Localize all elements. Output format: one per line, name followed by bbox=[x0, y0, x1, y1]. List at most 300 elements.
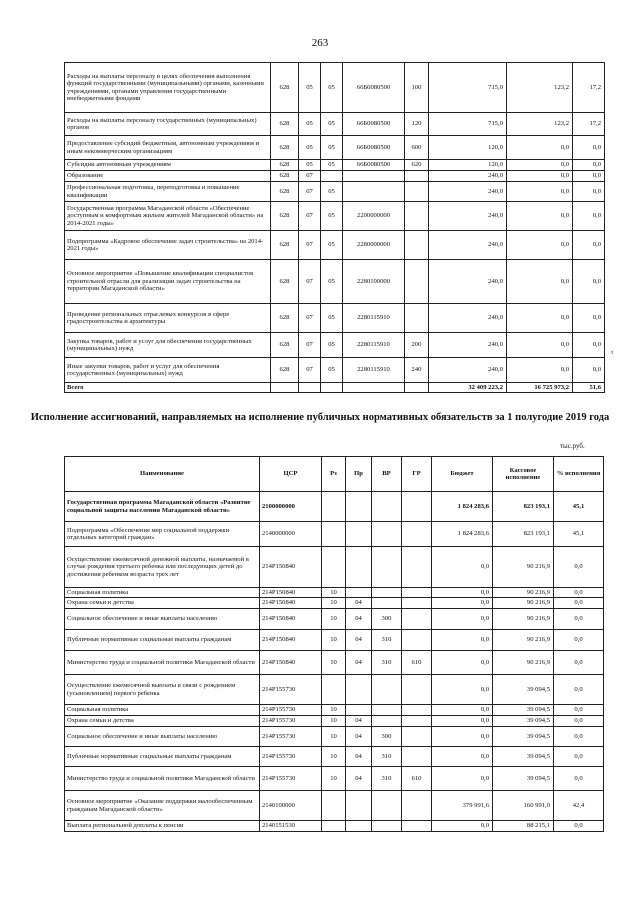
empty-cell bbox=[343, 383, 405, 393]
cell-pr: 04 bbox=[346, 609, 372, 630]
cell-fact: 0,0 bbox=[507, 136, 573, 160]
cell-pct: 0,0 bbox=[554, 630, 604, 651]
cell-gr bbox=[402, 747, 432, 767]
cell-name: Охрана семьи и детства bbox=[65, 716, 260, 727]
cell-vr bbox=[405, 171, 429, 182]
cell-name: Осуществление ежемесячной выплаты в связи с рождением (усыновлением) первого ребенка bbox=[65, 675, 260, 705]
cell-name: Расходы на выплаты персоналу в целях обеспечения выполнения функций государственными (муниципальными) органами, казенными учреждениями, органами управления государственными внебюджетными фондами bbox=[65, 63, 271, 113]
cell-vr: 100 bbox=[405, 63, 429, 113]
header-budget: Бюджет bbox=[432, 457, 493, 492]
cell-vr bbox=[405, 260, 429, 304]
cell-pr: 05 bbox=[321, 231, 343, 260]
cell-name: Образование bbox=[65, 171, 271, 182]
cell-csr: 214Р150840 bbox=[260, 651, 322, 675]
cell-rz: 07 bbox=[299, 231, 321, 260]
cell-gr bbox=[402, 630, 432, 651]
cell-fact: 0,0 bbox=[507, 231, 573, 260]
cell-pct: 0,0 bbox=[554, 598, 604, 609]
cell-vr: 120 bbox=[405, 113, 429, 136]
cell-name: Социальная политика bbox=[65, 705, 260, 716]
cell-vr bbox=[372, 675, 402, 705]
cell-csr: 2280100000 bbox=[343, 260, 405, 304]
cell-csr: 2140100000 bbox=[260, 791, 322, 821]
cell-vr: 310 bbox=[372, 767, 402, 791]
table-row bbox=[65, 727, 604, 747]
cell-gr bbox=[402, 705, 432, 716]
cell-rz bbox=[322, 522, 346, 547]
cell-rz: 07 bbox=[299, 304, 321, 333]
cell-pr: 04 bbox=[346, 727, 372, 747]
cell-csr: 66Б0080500 bbox=[343, 136, 405, 160]
cell-pct: 0,0 bbox=[573, 202, 605, 231]
cell-budget: 0,0 bbox=[432, 705, 493, 716]
cell-gr bbox=[402, 727, 432, 747]
cell-fact: 123,2 bbox=[507, 63, 573, 113]
cell-gr bbox=[402, 588, 432, 598]
cell-pr: 05 bbox=[321, 333, 343, 358]
cell-rz: 05 bbox=[299, 160, 321, 171]
cell-pct: 0,0 bbox=[554, 727, 604, 747]
cell-pct: 0,0 bbox=[554, 716, 604, 727]
cell-pct: 45,1 bbox=[554, 492, 604, 522]
cell-fact: 0,0 bbox=[507, 333, 573, 358]
header-pr: Пр bbox=[346, 457, 372, 492]
total-pct: 51,6 bbox=[573, 383, 605, 393]
cell-rz: 10 bbox=[322, 630, 346, 651]
cell-vr bbox=[372, 492, 402, 522]
cell-fact: 0,0 bbox=[507, 260, 573, 304]
cell-name: Субсидии автономным учреждениям bbox=[65, 160, 271, 171]
cell-name: Охрана семьи и детства bbox=[65, 598, 260, 609]
cell-rz: 10 bbox=[322, 609, 346, 630]
cell-fact: 0,0 bbox=[507, 182, 573, 202]
cell-plan: 240,0 bbox=[429, 260, 507, 304]
cell-name: Проведение региональных отраслевых конкурсов в сфере градостроительства и архитектуры bbox=[65, 304, 271, 333]
total-row bbox=[65, 383, 605, 393]
cell-vr bbox=[405, 231, 429, 260]
cell-plan: 120,0 bbox=[429, 160, 507, 171]
cell-budget: 0,0 bbox=[432, 821, 493, 832]
empty-cell bbox=[405, 383, 429, 393]
cell-pct: 0,0 bbox=[554, 675, 604, 705]
cell-gr bbox=[402, 675, 432, 705]
cell-vr bbox=[372, 547, 402, 588]
cell-pct: 17,2 bbox=[573, 113, 605, 136]
cell-name: Расходы на выплаты персоналу государственных (муниципальных) органов bbox=[65, 113, 271, 136]
cell-pct: 0,0 bbox=[554, 821, 604, 832]
cell-pr: 05 bbox=[321, 304, 343, 333]
cell-gr: 610 bbox=[402, 767, 432, 791]
cell-gr: 610 bbox=[402, 651, 432, 675]
cell-plan: 240,0 bbox=[429, 304, 507, 333]
cell-rz: 10 bbox=[322, 588, 346, 598]
cell-name: Министерство труда и социальной политики Магаданской области bbox=[65, 767, 260, 791]
table-row bbox=[65, 231, 605, 260]
cell-grbs: 628 bbox=[271, 202, 299, 231]
cell-grbs: 628 bbox=[271, 171, 299, 182]
cell-pct: 42,4 bbox=[554, 791, 604, 821]
cell-fact: 0,0 bbox=[507, 358, 573, 383]
cell-vr: 620 bbox=[405, 160, 429, 171]
cell-name: Предоставление субсидий бюджетным, автономным учреждениям и иным некоммерческим организациям bbox=[65, 136, 271, 160]
table-row bbox=[65, 492, 604, 522]
table-row bbox=[65, 136, 605, 160]
cell-pct: 0,0 bbox=[573, 358, 605, 383]
cell-plan: 240,0 bbox=[429, 358, 507, 383]
cell-vr: 300 bbox=[372, 727, 402, 747]
cell-pr: 04 bbox=[346, 747, 372, 767]
cell-pr: 05 bbox=[321, 260, 343, 304]
cell-csr: 214Р150840 bbox=[260, 630, 322, 651]
cell-csr: 214Р155730 bbox=[260, 767, 322, 791]
table-row bbox=[65, 522, 604, 547]
table-row bbox=[65, 609, 604, 630]
cell-budget: 379 991,6 bbox=[432, 791, 493, 821]
cell-kassa: 39 094,5 bbox=[493, 767, 554, 791]
header-csr: ЦСР bbox=[260, 457, 322, 492]
cell-pr bbox=[321, 171, 343, 182]
cell-csr bbox=[343, 182, 405, 202]
cell-budget: 0,0 bbox=[432, 767, 493, 791]
cell-budget: 0,0 bbox=[432, 588, 493, 598]
cell-fact: 0,0 bbox=[507, 202, 573, 231]
cell-pr bbox=[346, 791, 372, 821]
cell-csr: 214Р150840 bbox=[260, 588, 322, 598]
section-title: Исполнение ассигнований, направляемых на исполнение публичных нормативных обязательств за 1 полугодие 2019 года bbox=[30, 412, 610, 423]
cell-pr: 05 bbox=[321, 160, 343, 171]
cell-pct: 0,0 bbox=[554, 588, 604, 598]
total-fact: 16 725 973,2 bbox=[507, 383, 573, 393]
cell-csr: 2140151530 bbox=[260, 821, 322, 832]
cell-name: Подпрограмма «Обеспечение мер социальной поддержки отдельных категорий граждан» bbox=[65, 522, 260, 547]
cell-vr: 310 bbox=[372, 747, 402, 767]
margin-mark: t bbox=[611, 350, 613, 356]
cell-rz: 10 bbox=[322, 747, 346, 767]
table-row bbox=[65, 547, 604, 588]
cell-plan: 120,0 bbox=[429, 136, 507, 160]
header-rz: Рз bbox=[322, 457, 346, 492]
cell-fact: 0,0 bbox=[507, 171, 573, 182]
cell-kassa: 90 216,9 bbox=[493, 609, 554, 630]
empty-cell bbox=[299, 383, 321, 393]
cell-grbs: 628 bbox=[271, 333, 299, 358]
cell-rz bbox=[322, 821, 346, 832]
cell-plan: 715,0 bbox=[429, 113, 507, 136]
cell-kassa: 39 094,5 bbox=[493, 675, 554, 705]
table-row bbox=[65, 63, 605, 113]
cell-pct: 45,1 bbox=[554, 522, 604, 547]
cell-csr: 66Б0080500 bbox=[343, 63, 405, 113]
cell-csr: 214Р155730 bbox=[260, 675, 322, 705]
table-row bbox=[65, 182, 605, 202]
cell-vr bbox=[372, 598, 402, 609]
cell-pct: 0,0 bbox=[573, 182, 605, 202]
cell-rz bbox=[322, 547, 346, 588]
cell-gr bbox=[402, 609, 432, 630]
cell-csr: 2280115910 bbox=[343, 358, 405, 383]
cell-kassa: 90 216,9 bbox=[493, 588, 554, 598]
cell-csr: 2280115910 bbox=[343, 333, 405, 358]
cell-vr bbox=[372, 588, 402, 598]
table-row bbox=[65, 630, 604, 651]
cell-budget: 0,0 bbox=[432, 609, 493, 630]
table-row bbox=[65, 821, 604, 832]
cell-kassa: 39 094,5 bbox=[493, 747, 554, 767]
cell-rz bbox=[322, 492, 346, 522]
cell-csr: 66Б0080500 bbox=[343, 113, 405, 136]
cell-kassa: 39 094,5 bbox=[493, 705, 554, 716]
cell-pct: 0,0 bbox=[554, 747, 604, 767]
table-row bbox=[65, 716, 604, 727]
empty-cell bbox=[271, 383, 299, 393]
cell-vr: 600 bbox=[405, 136, 429, 160]
cell-grbs: 628 bbox=[271, 136, 299, 160]
cell-vr bbox=[405, 202, 429, 231]
cell-rz bbox=[322, 675, 346, 705]
cell-budget: 1 824 283,6 bbox=[432, 522, 493, 547]
cell-pct: 0,0 bbox=[573, 136, 605, 160]
cell-csr: 214Р150840 bbox=[260, 547, 322, 588]
cell-budget: 0,0 bbox=[432, 547, 493, 588]
cell-plan: 240,0 bbox=[429, 333, 507, 358]
cell-pct: 0,0 bbox=[554, 547, 604, 588]
cell-gr bbox=[402, 716, 432, 727]
cell-grbs: 628 bbox=[271, 304, 299, 333]
cell-pr: 04 bbox=[346, 598, 372, 609]
cell-kassa: 90 216,9 bbox=[493, 630, 554, 651]
cell-csr: 2100000000 bbox=[260, 492, 322, 522]
cell-pr: 04 bbox=[346, 651, 372, 675]
header-gr: ГР bbox=[402, 457, 432, 492]
cell-pr bbox=[346, 705, 372, 716]
cell-vr bbox=[405, 182, 429, 202]
cell-rz: 07 bbox=[299, 358, 321, 383]
cell-csr: 214Р155730 bbox=[260, 747, 322, 767]
cell-kassa: 823 193,1 bbox=[493, 522, 554, 547]
cell-rz: 05 bbox=[299, 63, 321, 113]
cell-kassa: 823 193,1 bbox=[493, 492, 554, 522]
cell-pct: 17,2 bbox=[573, 63, 605, 113]
cell-csr: 2280000000 bbox=[343, 231, 405, 260]
header-kassa: Кассовое исполнение bbox=[493, 457, 554, 492]
cell-rz: 07 bbox=[299, 333, 321, 358]
cell-grbs: 628 bbox=[271, 358, 299, 383]
cell-name: Основное мероприятие «Повышение квалификации специалистов строительной отрасли для реализации задач строительства на территории Магаданской области» bbox=[65, 260, 271, 304]
cell-name: Иные закупки товаров, работ и услуг для обеспечения государственных (муниципальных) нужд bbox=[65, 358, 271, 383]
cell-pr: 05 bbox=[321, 63, 343, 113]
cell-pr bbox=[346, 522, 372, 547]
budget-table-continued bbox=[64, 62, 605, 393]
cell-rz: 07 bbox=[299, 202, 321, 231]
table-row bbox=[65, 160, 605, 171]
header-vr: ВР bbox=[372, 457, 402, 492]
table-row bbox=[65, 260, 605, 304]
table-row bbox=[65, 588, 604, 598]
cell-vr bbox=[372, 821, 402, 832]
cell-pr bbox=[346, 492, 372, 522]
cell-pr: 04 bbox=[346, 716, 372, 727]
cell-fact: 123,2 bbox=[507, 113, 573, 136]
table-header-row bbox=[65, 457, 604, 492]
table-row bbox=[65, 791, 604, 821]
cell-rz: 07 bbox=[299, 171, 321, 182]
cell-vr: 240 bbox=[405, 358, 429, 383]
cell-name: Профессиональная подготовка, переподготовка и повышение квалификации bbox=[65, 182, 271, 202]
cell-kassa: 160 991,0 bbox=[493, 791, 554, 821]
cell-kassa: 90 216,9 bbox=[493, 547, 554, 588]
cell-pct: 0,0 bbox=[554, 651, 604, 675]
cell-rz: 07 bbox=[299, 182, 321, 202]
table-row bbox=[65, 171, 605, 182]
cell-name: Публичные нормативные социальные выплаты гражданам bbox=[65, 747, 260, 767]
cell-name: Закупка товаров, работ и услуг для обеспечения государственных (муниципальных) нужд bbox=[65, 333, 271, 358]
cell-pct: 0,0 bbox=[554, 767, 604, 791]
cell-vr: 300 bbox=[372, 609, 402, 630]
cell-pct: 0,0 bbox=[573, 171, 605, 182]
table-row bbox=[65, 675, 604, 705]
cell-pct: 0,0 bbox=[573, 304, 605, 333]
cell-fact: 0,0 bbox=[507, 160, 573, 171]
table-row bbox=[65, 304, 605, 333]
cell-rz bbox=[322, 791, 346, 821]
cell-plan: 240,0 bbox=[429, 182, 507, 202]
table-row bbox=[65, 333, 605, 358]
cell-pct: 0,0 bbox=[573, 160, 605, 171]
cell-vr: 310 bbox=[372, 651, 402, 675]
cell-name: Социальная политика bbox=[65, 588, 260, 598]
cell-name: Выплата региональной доплаты к пенсии bbox=[65, 821, 260, 832]
cell-budget: 0,0 bbox=[432, 675, 493, 705]
cell-budget: 0,0 bbox=[432, 727, 493, 747]
cell-pct: 0,0 bbox=[573, 260, 605, 304]
cell-pr: 05 bbox=[321, 136, 343, 160]
cell-csr: 66Б0080500 bbox=[343, 160, 405, 171]
cell-csr: 214Р155730 bbox=[260, 705, 322, 716]
table-row bbox=[65, 747, 604, 767]
cell-vr bbox=[372, 705, 402, 716]
cell-grbs: 628 bbox=[271, 231, 299, 260]
cell-csr: 2280115910 bbox=[343, 304, 405, 333]
total-label: Всего bbox=[65, 383, 271, 393]
unit-label: тыс.руб. bbox=[560, 442, 585, 450]
cell-pr: 05 bbox=[321, 182, 343, 202]
table-row bbox=[65, 598, 604, 609]
cell-kassa: 88 215,1 bbox=[493, 821, 554, 832]
cell-pr bbox=[346, 675, 372, 705]
cell-csr: 214Р155730 bbox=[260, 716, 322, 727]
cell-pct: 0,0 bbox=[554, 609, 604, 630]
cell-name: Социальное обеспечение и иные выплаты населению bbox=[65, 727, 260, 747]
cell-csr: 214Р150840 bbox=[260, 609, 322, 630]
cell-vr: 200 bbox=[405, 333, 429, 358]
cell-pct: 0,0 bbox=[573, 231, 605, 260]
page-number: 263 bbox=[311, 37, 329, 49]
cell-rz: 10 bbox=[322, 598, 346, 609]
cell-pct: 0,0 bbox=[573, 333, 605, 358]
cell-rz: 10 bbox=[322, 651, 346, 675]
cell-gr bbox=[402, 492, 432, 522]
cell-grbs: 628 bbox=[271, 113, 299, 136]
cell-name: Социальное обеспечение и иные выплаты населению bbox=[65, 609, 260, 630]
cell-plan: 715,0 bbox=[429, 63, 507, 113]
cell-plan: 240,0 bbox=[429, 231, 507, 260]
cell-name: Государственная программа Магаданской области «Развитие социальной защиты населения Магаданской области» bbox=[65, 492, 260, 522]
cell-grbs: 628 bbox=[271, 182, 299, 202]
cell-csr bbox=[343, 171, 405, 182]
cell-vr bbox=[405, 304, 429, 333]
cell-pr: 05 bbox=[321, 113, 343, 136]
cell-budget: 0,0 bbox=[432, 630, 493, 651]
cell-kassa: 90 216,9 bbox=[493, 598, 554, 609]
header-pct: % исполнения bbox=[554, 457, 604, 492]
cell-rz: 05 bbox=[299, 136, 321, 160]
cell-vr bbox=[372, 716, 402, 727]
table-row bbox=[65, 651, 604, 675]
cell-plan: 240,0 bbox=[429, 202, 507, 231]
cell-pr: 05 bbox=[321, 202, 343, 231]
cell-pr: 04 bbox=[346, 630, 372, 651]
cell-gr bbox=[402, 821, 432, 832]
cell-pr bbox=[346, 588, 372, 598]
cell-vr bbox=[372, 791, 402, 821]
cell-kassa: 90 216,9 bbox=[493, 651, 554, 675]
cell-name: Министерство труда и социальной политики Магаданской области bbox=[65, 651, 260, 675]
cell-budget: 0,0 bbox=[432, 598, 493, 609]
cell-gr bbox=[402, 522, 432, 547]
cell-vr bbox=[372, 522, 402, 547]
cell-pr: 05 bbox=[321, 358, 343, 383]
cell-csr: 2140000000 bbox=[260, 522, 322, 547]
cell-rz: 10 bbox=[322, 705, 346, 716]
cell-csr: 2200000000 bbox=[343, 202, 405, 231]
table-row bbox=[65, 767, 604, 791]
cell-name: Публичные нормативные социальные выплаты гражданам bbox=[65, 630, 260, 651]
table-row bbox=[65, 705, 604, 716]
header-name: Наименование bbox=[65, 457, 260, 492]
cell-rz: 10 bbox=[322, 716, 346, 727]
cell-grbs: 628 bbox=[271, 63, 299, 113]
table-row bbox=[65, 202, 605, 231]
cell-gr bbox=[402, 598, 432, 609]
cell-pr bbox=[346, 821, 372, 832]
cell-csr: 214Р155730 bbox=[260, 727, 322, 747]
cell-kassa: 39 094,5 bbox=[493, 727, 554, 747]
public-obligations-table bbox=[64, 456, 604, 832]
cell-rz: 07 bbox=[299, 260, 321, 304]
cell-budget: 0,0 bbox=[432, 716, 493, 727]
cell-gr bbox=[402, 791, 432, 821]
cell-pct: 0,0 bbox=[554, 705, 604, 716]
cell-pr: 04 bbox=[346, 767, 372, 791]
cell-rz: 05 bbox=[299, 113, 321, 136]
cell-csr: 214Р150840 bbox=[260, 598, 322, 609]
total-plan: 32 409 223,2 bbox=[429, 383, 507, 393]
cell-grbs: 628 bbox=[271, 160, 299, 171]
cell-vr: 310 bbox=[372, 630, 402, 651]
cell-grbs: 628 bbox=[271, 260, 299, 304]
cell-gr bbox=[402, 547, 432, 588]
cell-plan: 240,0 bbox=[429, 171, 507, 182]
cell-budget: 0,0 bbox=[432, 651, 493, 675]
table-row bbox=[65, 113, 605, 136]
cell-budget: 0,0 bbox=[432, 747, 493, 767]
cell-name: Осуществление ежемесячной денежной выплаты, назначаемой в случае рождения третьего ребенка или последующих детей до достижения ребенком возраста трех лет bbox=[65, 547, 260, 588]
cell-budget: 1 824 283,6 bbox=[432, 492, 493, 522]
empty-cell bbox=[321, 383, 343, 393]
cell-rz: 10 bbox=[322, 727, 346, 747]
cell-name: Основное мероприятие «Оказание поддержки малообеспеченным гражданам Магаданской области» bbox=[65, 791, 260, 821]
table-row bbox=[65, 358, 605, 383]
